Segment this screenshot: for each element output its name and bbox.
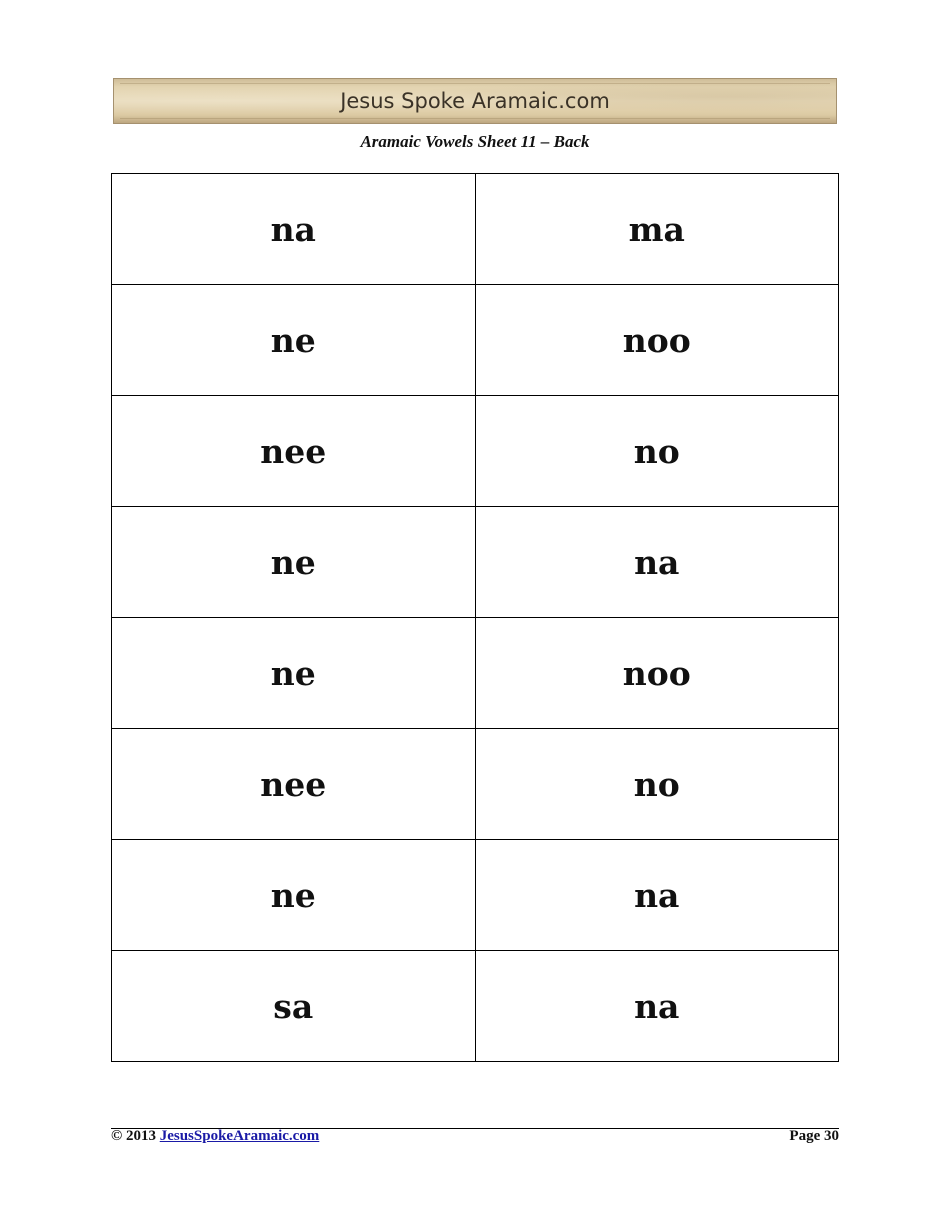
card-cell: ne [112, 507, 476, 618]
card-cell: sa [112, 951, 476, 1062]
card-cell: no [475, 729, 839, 840]
card-cell: ne [112, 618, 476, 729]
card-row [112, 507, 839, 618]
sheet-title: Aramaic Vowels Sheet 11 – Back [360, 132, 590, 151]
card-cell: ma [475, 174, 839, 285]
card-row [112, 951, 839, 1062]
card-cell: noo [475, 285, 839, 396]
flashcard-grid [111, 173, 839, 1062]
card-cell: no [475, 396, 839, 507]
card-cell: nee [112, 396, 476, 507]
copyright-text: © 2013 [111, 1128, 156, 1144]
card-row [112, 729, 839, 840]
card-cell: ne [112, 285, 476, 396]
card-row [112, 396, 839, 507]
card-cell: na [475, 951, 839, 1062]
card-cell: noo [475, 618, 839, 729]
card-row [112, 618, 839, 729]
card-cell: na [475, 507, 839, 618]
card-cell: ne [112, 840, 476, 951]
footer-copyright [111, 1128, 319, 1145]
banner-title: Jesus Spoke Aramaic.com [340, 89, 610, 113]
card-row [112, 174, 839, 285]
site-link[interactable]: JesusSpokeAramaic.com [159, 1128, 320, 1144]
card-row [112, 840, 839, 951]
card-row [112, 285, 839, 396]
card-cell: na [475, 840, 839, 951]
site-banner [113, 78, 837, 124]
page-number: Page 30 [789, 1128, 839, 1144]
card-cell: na [112, 174, 476, 285]
card-cell: nee [112, 729, 476, 840]
